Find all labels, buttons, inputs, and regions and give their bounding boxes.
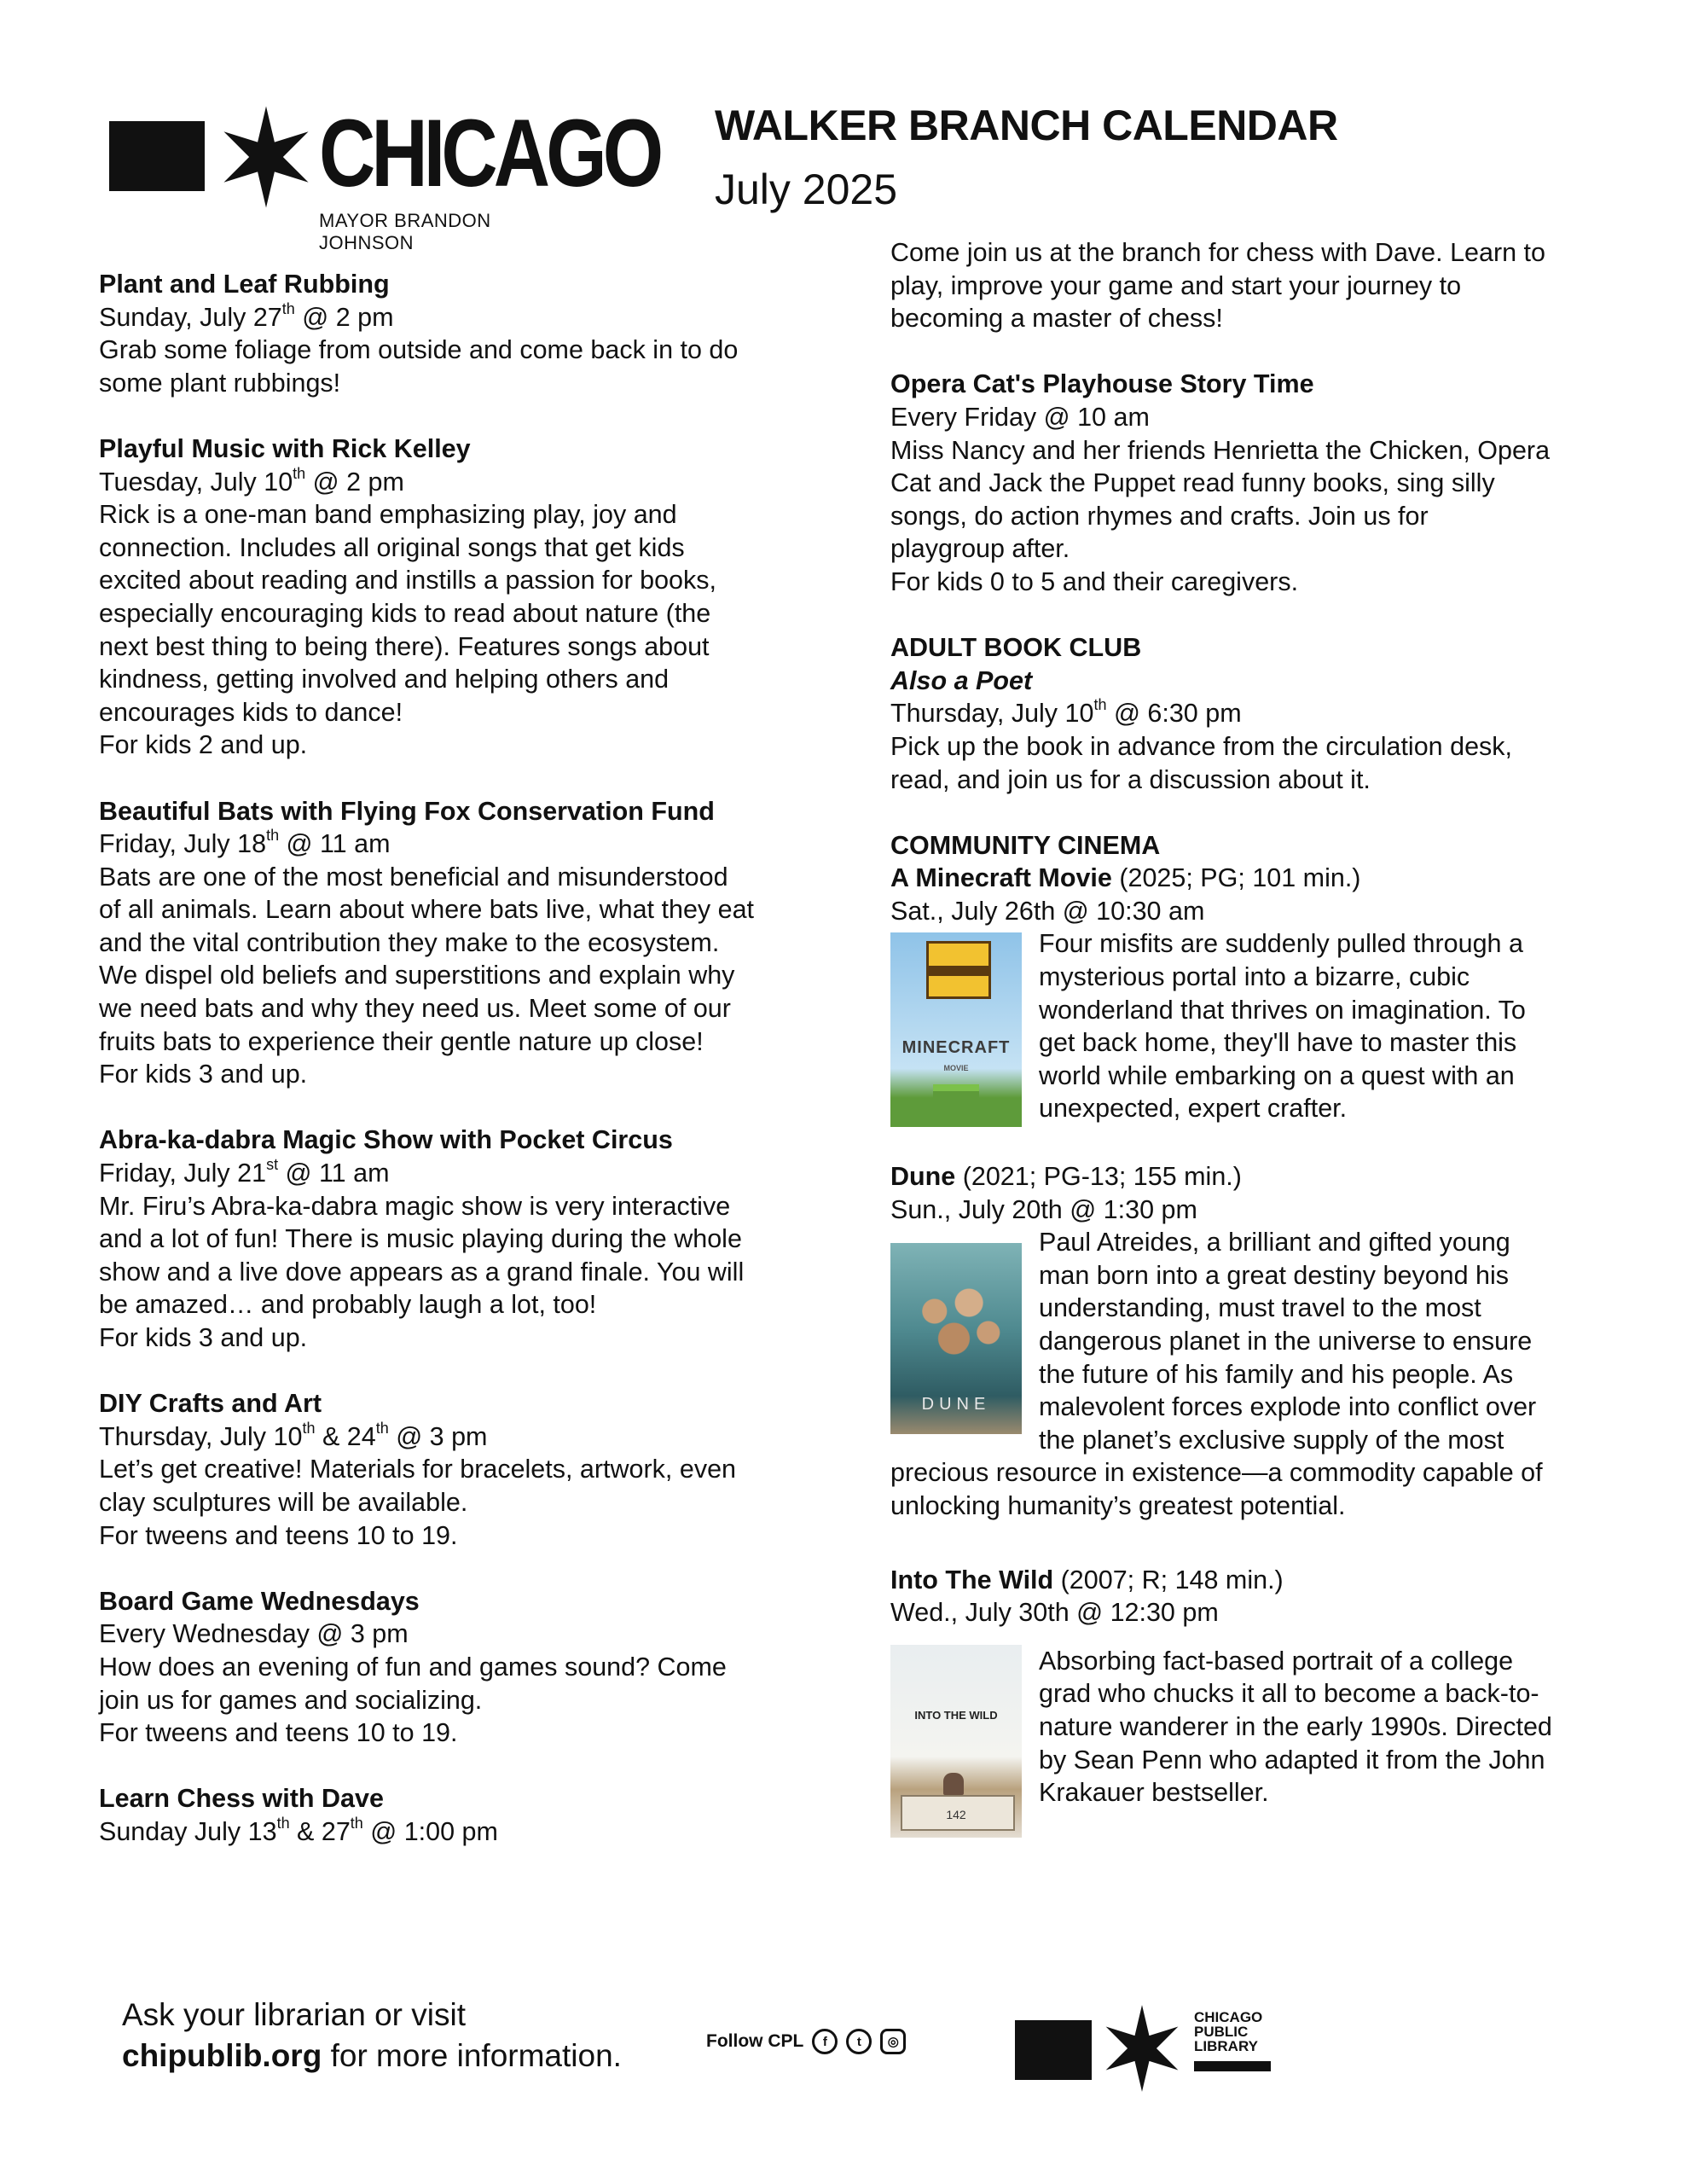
movie-description-line: the planet’s exclusive supply of the most [1039, 1425, 1504, 1455]
movie-poster [890, 1645, 1022, 1838]
figure-graphic [943, 1773, 964, 1795]
poster-title: MINECRAFT [901, 1038, 1011, 1058]
event-body-line: excited about reading and instills a passion for books, [99, 566, 716, 595]
event [99, 268, 807, 399]
date-text: Tuesday, July 10 [99, 467, 293, 497]
movie-description-line: malevolent forces explode into conflict over [1039, 1392, 1537, 1422]
calendar-title: WALKER BRANCH CALENDAR [715, 102, 1338, 149]
date-suffix: th [293, 464, 306, 482]
cpl-name-line: PUBLIC [1194, 2024, 1249, 2040]
event-body-line: For kids 2 and up. [99, 730, 308, 760]
date-text: & 27 [289, 1816, 351, 1846]
event-body-line: songs, do action rhymes and crafts. Join us for [890, 501, 1429, 531]
date-suffix: th [1093, 696, 1107, 714]
movie-description-line: the future of his family and his people. As [1039, 1359, 1514, 1389]
movie-heading [890, 1160, 1598, 1194]
movie-date: Sun., July 20th @ 1:30 pm [890, 1194, 1197, 1224]
date-text: @ 11 am [279, 829, 391, 859]
date-text: @ 3 pm [388, 1421, 488, 1451]
date-text: Sunday July 13 [99, 1816, 277, 1846]
event-date [99, 1157, 807, 1190]
movie-meta: (2007; R; 148 min.) [1053, 1565, 1284, 1594]
event-body-line: We dispel old beliefs and superstitions and explain why [99, 961, 735, 990]
event-body-line: next best thing to being there). Features songs about [99, 631, 710, 661]
movie-date: Wed., July 30th @ 12:30 pm [890, 1598, 1219, 1628]
event [890, 368, 1598, 598]
date-text: Friday, July 18 [99, 829, 267, 859]
right-events [890, 236, 1598, 796]
date-text: @ 1:00 pm [362, 1816, 498, 1846]
bee-stripe [929, 966, 988, 976]
movie-description-line: nature wanderer in the early 1990s. Directed [1039, 1711, 1552, 1741]
date-text: @ 6:30 pm [1106, 699, 1242, 729]
movie-date: Sat., July 26th @ 10:30 am [890, 896, 1205, 926]
event-body-line: fruits bats to experience their gentle nature up close! [99, 1026, 704, 1056]
date-text: Thursday, July 10 [99, 1421, 303, 1451]
poster-subtitle: MOVIE [943, 1064, 969, 1073]
calendar-month: July 2025 [715, 166, 898, 213]
event [99, 795, 807, 1091]
event-title: Playful Music with Rick Kelley [99, 433, 471, 463]
movie-heading [890, 1564, 1598, 1597]
event-subtitle: Also a Poet [890, 665, 1033, 695]
follow-cpl [706, 2029, 906, 2054]
event-title: Opera Cat's Playhouse Story Time [890, 369, 1314, 399]
footer-link[interactable]: chipublib.org [122, 2038, 322, 2073]
movie-title: Into The Wild [890, 1565, 1054, 1594]
cpl-name [1194, 2010, 1262, 2053]
event-body-line: For kids 3 and up. [99, 1323, 308, 1352]
cpl-name-line: LIBRARY [1194, 2038, 1258, 2054]
date-suffix: th [281, 299, 295, 317]
event-body-line: Grab some foliage from outside and come back in to do [99, 335, 739, 365]
event [890, 236, 1598, 335]
cpl-name-line: CHICAGO [1194, 2009, 1263, 2025]
movie-description-line: grad who chucks it all to become a back-to- [1039, 1679, 1539, 1709]
logo-square [109, 121, 205, 191]
cpl-logo [1015, 2000, 1271, 2094]
event-body-line: kindness, getting involved and helping others and [99, 665, 670, 694]
footer-line1: Ask your librarian or visit [122, 1997, 467, 2032]
right-column [890, 236, 1598, 1870]
event-body-line: Cat and Jack the Puppet read funny books, sing silly [890, 468, 1495, 498]
event-body-line: connection. Includes all original songs that get kids [99, 532, 685, 562]
event-body-line: For tweens and teens 10 to 19. [99, 1718, 458, 1748]
movie-item [890, 1160, 1598, 1523]
movie-description-line: Krakauer bestseller. [1039, 1778, 1269, 1808]
movie-description-line: mysterious portal into a bizarre, cubic [1039, 962, 1470, 992]
instagram-icon[interactable]: ◎ [880, 2029, 906, 2054]
movie-title: A Minecraft Movie [890, 863, 1112, 893]
event-title: Plant and Leaf Rubbing [99, 270, 390, 299]
logo-subtitle: MAYOR BRANDON JOHNSON [319, 210, 491, 253]
movie-item [890, 1564, 1598, 1838]
event-body-line: encourages kids to dance! [99, 697, 403, 727]
movie-meta: (2021; PG-13; 155 min.) [955, 1162, 1242, 1192]
movie-description-line: man born into a great destiny beyond his [1039, 1260, 1510, 1290]
event-date [890, 401, 1598, 434]
event-body-line: be amazed… and probably laugh a lot, too! [99, 1290, 597, 1320]
movie-description-after [890, 1456, 1598, 1522]
movie-description-line: wonderland that thrives on imagination. To [1039, 995, 1526, 1025]
date-text: Every Friday @ 10 am [890, 402, 1150, 432]
event-body-line: becoming a master of chess! [890, 304, 1223, 334]
event-body-line: Mr. Firu’s Abra-ka-dabra magic show is very interactive [99, 1191, 731, 1221]
event-body-line: Miss Nancy and her friends Henrietta the Chicken, Opera [890, 435, 1551, 465]
movie-description-line: precious resource in existence—a commodity capable of [890, 1458, 1543, 1488]
event-body-line: For kids 0 to 5 and their caregivers. [890, 566, 1299, 596]
movie-heading [890, 862, 1598, 895]
event-date [99, 1815, 807, 1849]
event-date [99, 1618, 807, 1651]
footer-line2-rest: for more information. [322, 2038, 622, 2073]
event-body-line: show and a live dove appears as a grand finale. You will [99, 1257, 745, 1287]
date-text: @ 2 pm [294, 302, 394, 332]
movie-description-line: unexpected, expert crafter. [1039, 1094, 1348, 1124]
event [99, 1585, 807, 1750]
logo-word: CHICAGO [319, 100, 660, 206]
left-column [99, 268, 807, 1881]
date-text: Every Wednesday @ 3 pm [99, 1619, 409, 1649]
movie-description-line: understanding, must travel to the most [1039, 1293, 1481, 1323]
cpl-logo-bar [1194, 2061, 1271, 2071]
chicago-logo [109, 100, 660, 253]
event-title: Learn Chess with Dave [99, 1784, 384, 1814]
cpl-star-icon [1097, 2003, 1187, 2094]
date-text: @ 11 am [278, 1159, 390, 1188]
six-point-star-icon [213, 104, 319, 210]
event-date [99, 1420, 807, 1454]
event-title: ADULT BOOK CLUB [890, 633, 1142, 663]
event-title: Abra-ka-dabra Magic Show with Pocket Circus [99, 1125, 673, 1155]
movie-description-line: Paul Atreides, a brilliant and gifted young [1039, 1228, 1510, 1258]
event-title: Beautiful Bats with Flying Fox Conservation Fund [99, 796, 715, 826]
event [99, 433, 807, 762]
event-title: DIY Crafts and Art [99, 1389, 322, 1419]
event-date [99, 301, 807, 334]
event-body-line: join us for games and socializing. [99, 1685, 483, 1715]
event-body-line: read, and join us for a discussion about it. [890, 764, 1371, 794]
facebook-icon[interactable]: f [812, 2029, 838, 2054]
date-suffix: th [266, 827, 280, 845]
event-date [890, 697, 1598, 730]
date-text: & 24 [315, 1421, 376, 1451]
event-body-line: Rick is a one-man band emphasizing play, joy and [99, 500, 677, 530]
date-text: @ 2 pm [305, 467, 404, 497]
cast-faces [902, 1277, 1010, 1362]
date-suffix: th [302, 1419, 316, 1437]
event-body-line: For kids 3 and up. [99, 1060, 308, 1089]
event-body-line: How does an evening of fun and games sound? Come [99, 1652, 727, 1682]
twitter-icon[interactable]: t [846, 2029, 872, 2054]
date-suffix: st [266, 1156, 279, 1174]
event-body-line: Bats are one of the most beneficial and misunderstood [99, 862, 728, 892]
grass-block [933, 1084, 979, 1127]
event-body-line: some plant rubbings! [99, 368, 341, 398]
event-body-line: especially encouraging kids to read about nature (the [99, 598, 711, 628]
movie-description-line: unlocking humanity’s greatest potential. [890, 1491, 1346, 1520]
event [99, 1124, 807, 1354]
event [890, 631, 1598, 796]
event-body-line: Let’s get creative! Materials for bracelets, artwork, even [99, 1455, 737, 1484]
movie-description-line: dangerous planet in the universe to ensure [1039, 1327, 1533, 1356]
bee-graphic [926, 941, 991, 999]
event [99, 1387, 807, 1552]
event-body-line: of all animals. Learn about where bats live, what they eat [99, 895, 755, 925]
date-suffix: th [350, 1814, 363, 1832]
event-date [99, 828, 807, 861]
movie-item [890, 862, 1598, 1127]
date-text: Friday, July 21 [99, 1159, 267, 1188]
event-body-line: clay sculptures will be available. [99, 1487, 468, 1517]
event [99, 1782, 807, 1848]
cinema-heading: COMMUNITY CINEMA [890, 830, 1161, 860]
movie-description-line: Absorbing fact-based portrait of a college [1039, 1646, 1514, 1676]
footer-text [122, 1995, 622, 2077]
poster-title: INTO THE WILD [914, 1708, 998, 1722]
movie-poster-wrap [890, 1645, 1022, 1838]
movie-poster-wrap [890, 1243, 1022, 1434]
event-body-line: and the vital contribution they make to the ecosystem. [99, 927, 720, 957]
event-body-line: and a lot of fun! There is music playing during the whole [99, 1224, 742, 1254]
movie-meta: (2025; PG; 101 min.) [1111, 863, 1361, 893]
movie-title: Dune [890, 1162, 956, 1192]
event-body-line: For tweens and teens 10 to 19. [99, 1520, 458, 1550]
movie-list [890, 862, 1598, 1838]
movie-description-line: Four misfits are suddenly pulled through a [1039, 929, 1523, 959]
poster-title: DUNE [921, 1395, 991, 1414]
cpl-logo-square [1015, 2020, 1092, 2080]
movie-description-line: world while embarking on a quest with an [1039, 1060, 1515, 1090]
event-body-line: Pick up the book in advance from the circulation desk, [890, 731, 1513, 761]
date-suffix: th [276, 1814, 290, 1832]
community-cinema [890, 829, 1598, 1838]
movie-poster-wrap [890, 932, 1022, 1127]
movie-poster [890, 1243, 1022, 1434]
movie-description-line: get back home, they'll have to master this [1039, 1028, 1517, 1058]
date-text: Sunday, July 27 [99, 302, 282, 332]
event-title: Board Game Wednesdays [99, 1586, 420, 1616]
event-body-line: we need bats and why they need us. Meet some of our [99, 994, 731, 1024]
date-suffix: th [375, 1419, 389, 1437]
date-text: Thursday, July 10 [890, 699, 1094, 729]
poster-bus-number: 142 [946, 1807, 966, 1821]
event-body-line: play, improve your game and start your journey to [890, 270, 1462, 300]
movie-description-line: by Sean Penn who adapted it from the John [1039, 1745, 1545, 1774]
event-body-line: playgroup after. [890, 534, 1070, 564]
event-date [99, 466, 807, 499]
event-body-line: Come join us at the branch for chess with Dave. Learn to [890, 238, 1545, 267]
footer-line2 [122, 2036, 622, 2077]
follow-label: Follow CPL [706, 2031, 804, 2051]
movie-poster [890, 932, 1022, 1127]
